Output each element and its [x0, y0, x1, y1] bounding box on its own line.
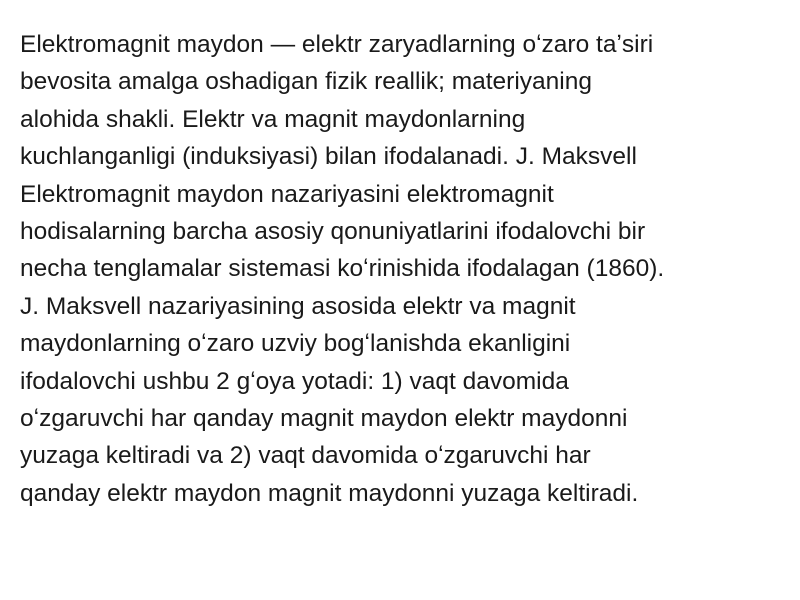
text-line-1: Elektromagnit maydon — elektr zaryadlarning oʻzaro taʼsiri: [20, 31, 654, 58]
text-line-4: kuchlanganligi (induksiyasi) bilan ifodalanadi. J. Maksvell: [20, 143, 637, 171]
text-line-9: maydonlarning oʻzaro uzviy bogʻlanishda ekanligini: [20, 330, 571, 358]
body-text: [20, 26, 790, 512]
text-line-3: alohida shakli. Elektr va magnit maydonlarning: [20, 105, 526, 133]
text-line-5: Elektromagnit maydon nazariyasini elektromagnit: [20, 180, 554, 208]
text-line-10: ifodalovchi ushbu 2 gʻoya yotadi: 1) vaqt davomida: [20, 367, 569, 395]
text-line-11: oʻzgaruvchi har qanday magnit maydon elektr maydonni: [20, 405, 628, 433]
text-line-13: qanday elektr maydon magnit maydonni yuzaga keltiradi.: [20, 479, 639, 507]
text-line-7: necha tenglamalar sistemasi koʻrinishida ifodalagan (1860).: [20, 255, 665, 283]
text-line-8: J. Maksvell nazariyasining asosida elektr va magnit: [20, 292, 576, 320]
text-line-12: yuzaga keltiradi va 2) vaqt davomida oʻzgaruvchi har: [20, 442, 591, 470]
text-line-6: hodisalarning barcha asosiy qonuniyatlarini ifodalovchi bir: [20, 218, 646, 246]
text-line-2: bevosita amalga oshadigan fizik reallik; materiyaning: [20, 68, 592, 96]
